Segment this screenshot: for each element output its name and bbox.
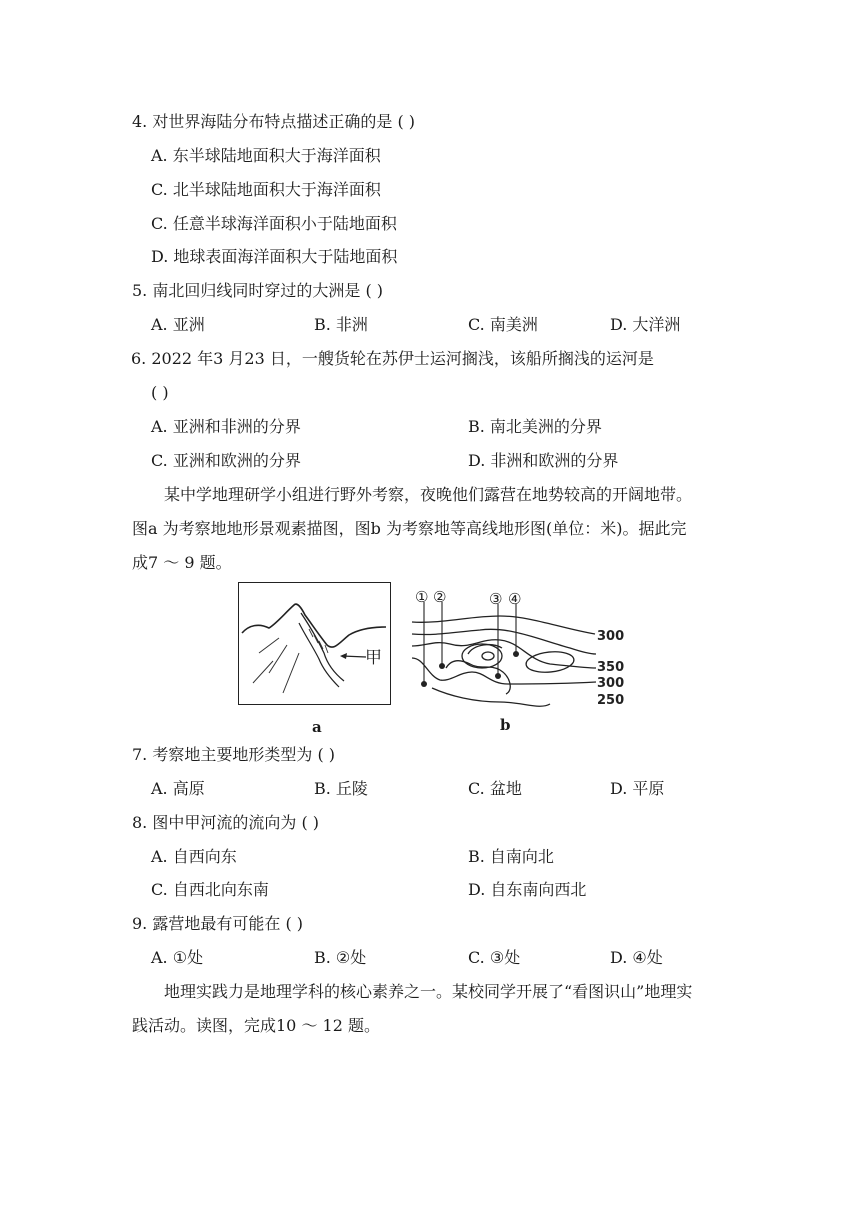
q9-option-d: D. ④处	[610, 948, 663, 967]
contour-map	[410, 584, 630, 714]
q8-option-a: A. 自西向东	[151, 847, 237, 866]
q8-option-b: B. 自南向北	[468, 847, 554, 866]
q9-option-a: A. ①处	[151, 948, 204, 967]
figure-a-caption: a	[312, 718, 322, 736]
q5-option-d: D. 大洋洲	[610, 315, 681, 334]
q6-option-d: D. 非洲和欧洲的分界	[468, 451, 619, 470]
q6-option-b: B. 南北美洲的分界	[468, 417, 602, 436]
contour-label-300-bottom: 300	[597, 676, 625, 691]
q4-option-a: A. 东半球陆地面积大于海洋面积	[151, 146, 381, 165]
figure-b-contour-map	[410, 584, 630, 714]
passage2-line1: 地理实践力是地理学科的核心素养之一。某校同学开展了“看图识山”地理实	[164, 982, 693, 1001]
q9-stem: 9. 露营地最有可能在 ( )	[132, 914, 304, 933]
river-label-jia: 甲	[365, 648, 382, 668]
figure-a-sketch	[238, 582, 391, 705]
q7-stem: 7. 考察地主要地形类型为 ( )	[132, 745, 336, 764]
q6-option-c: C. 亚洲和欧洲的分界	[151, 451, 301, 470]
q4-stem: 4. 对世界海陆分布特点描述正确的是 ( )	[132, 112, 416, 131]
passage1-line2: 图a 为考察地地形景观素描图，图b 为考察地等高线地形图(单位：米)。据此完	[132, 519, 687, 538]
q5-option-a: A. 亚洲	[151, 315, 205, 334]
contour-label-250: 250	[597, 693, 625, 708]
marker-1: ①	[415, 588, 429, 606]
q9-option-b: B. ②处	[314, 948, 367, 967]
q6-stem: 6. 2022 年3 月23 日，一艘货轮在苏伊士运河搁浅，该船所搁浅的运河是	[131, 349, 654, 368]
contour-label-350: 350	[597, 660, 625, 675]
q5-option-b: B. 非洲	[314, 315, 368, 334]
q6-option-a: A. 亚洲和非洲的分界	[151, 417, 301, 436]
q4-option-b: C. 北半球陆地面积大于海洋面积	[151, 180, 381, 199]
q7-option-d: D. 平原	[610, 779, 665, 798]
q4-option-c: C. 任意半球海洋面积小于陆地面积	[151, 214, 397, 233]
q5-option-c: C. 南美洲	[468, 315, 538, 334]
q7-option-b: B. 丘陵	[314, 779, 368, 798]
marker-4: ④	[508, 590, 522, 608]
passage1-line1: 某中学地理研学小组进行野外考察，夜晚他们露营在地势较高的开阔地带。	[164, 485, 693, 504]
q7-option-a: A. 高原	[151, 779, 205, 798]
q6-paren: ( )	[151, 383, 169, 402]
q7-option-c: C. 盆地	[468, 779, 522, 798]
q4-option-d: D. 地球表面海洋面积大于陆地面积	[151, 247, 398, 266]
q5-stem: 5. 南北回归线同时穿过的大洲是 ( )	[132, 281, 384, 300]
marker-2: ②	[433, 588, 447, 606]
figure-b-caption: b	[500, 716, 511, 734]
marker-3: ③	[489, 590, 503, 608]
landscape-sketch	[239, 583, 389, 703]
passage1-line3: 成7 ～ 9 题。	[132, 553, 232, 572]
passage2-line2: 践活动。读图，完成10 ～ 12 题。	[132, 1016, 380, 1035]
contour-label-300-top: 300	[597, 629, 625, 644]
q8-option-d: D. 自东南向西北	[468, 880, 587, 899]
q8-option-c: C. 自西北向东南	[151, 880, 269, 899]
q8-stem: 8. 图中甲河流的流向为 ( )	[132, 813, 320, 832]
q9-option-c: C. ③处	[468, 948, 521, 967]
